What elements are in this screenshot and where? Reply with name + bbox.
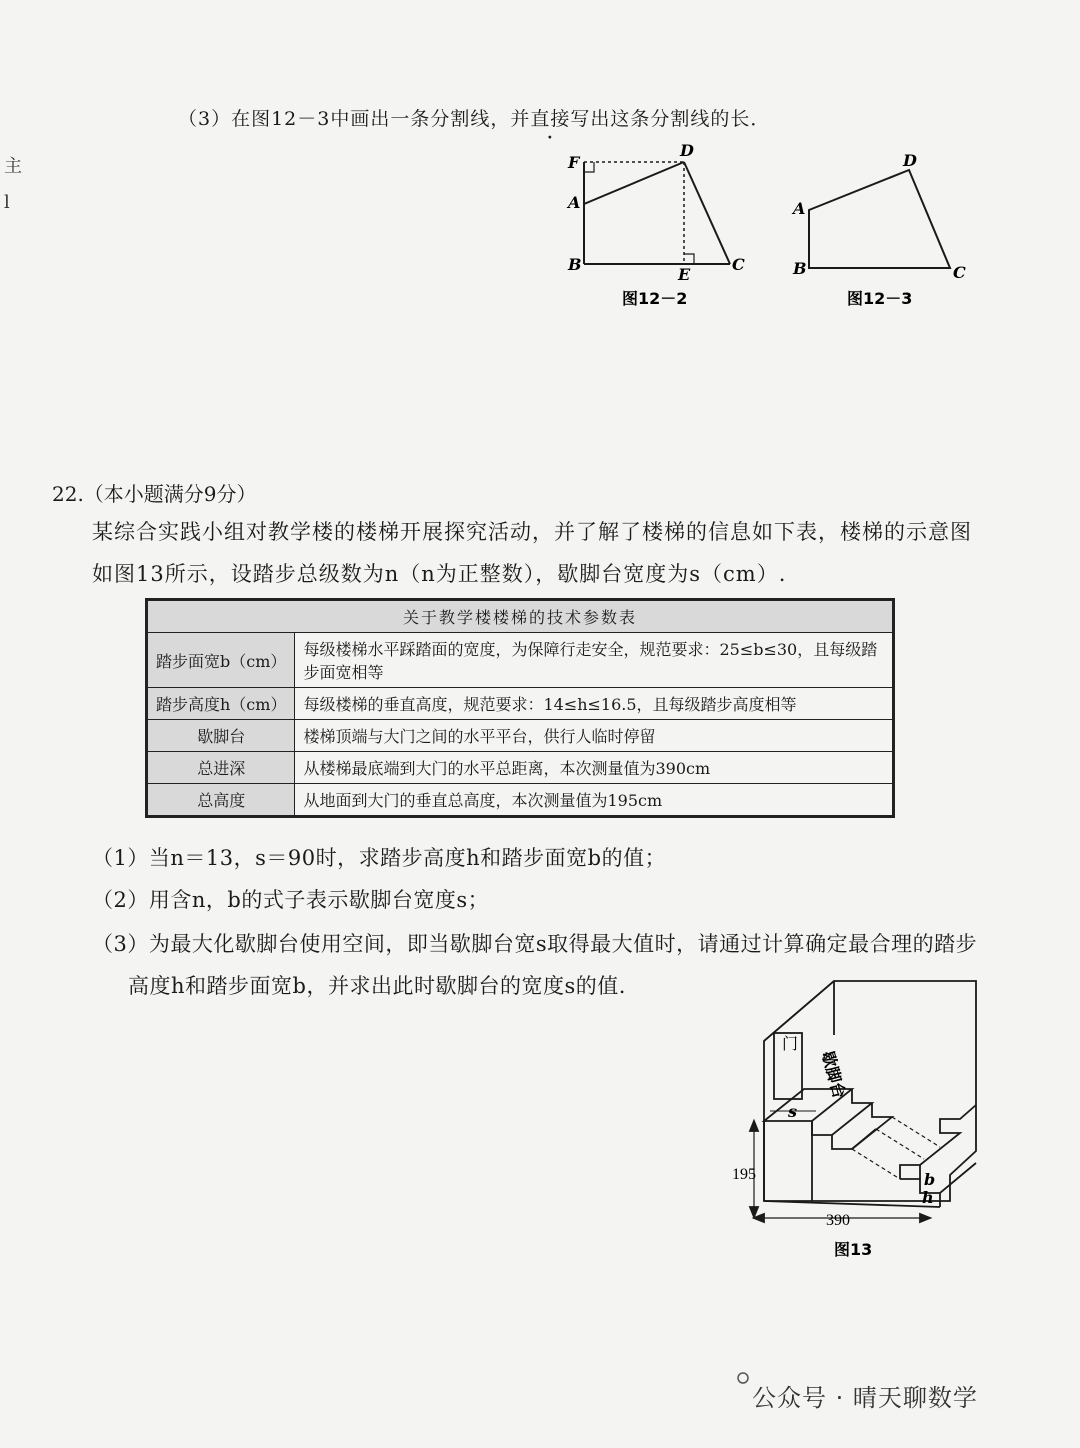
segment-DA — [584, 162, 684, 204]
figure-13 — [728, 975, 988, 1265]
row-value: 从楼梯最底端到大门的水平总距离，本次测量值为390cm — [295, 752, 894, 784]
row-key: 总高度 — [147, 784, 295, 817]
watermark: 公众号 · 晴天聊数学 — [752, 1384, 978, 1412]
table-title-row — [147, 600, 894, 633]
caption-13: 图13 — [834, 1240, 873, 1259]
label-E: E — [678, 265, 691, 284]
floor-line — [764, 1201, 940, 1207]
label-A: A — [793, 199, 806, 218]
part3-fig-ref: 12－3 — [271, 108, 331, 130]
wechat-icon — [736, 1371, 750, 1385]
table-row — [147, 720, 894, 752]
quadrilateral-ABCD — [809, 170, 950, 268]
edge-mark: l — [4, 192, 10, 213]
row-value: 每级楼梯水平踩踏面的宽度，为保障行走安全，规范要求：25≤b≤30，且每级踏步面宽相等 — [295, 633, 894, 688]
hidden-edge — [852, 1149, 900, 1179]
table-title: 关于教学楼楼梯的技术参数表 — [147, 600, 894, 633]
s-label: s — [788, 1102, 798, 1121]
sub-question-1: （1）当n＝13，s＝90时，求踏步高度h和踏步面宽b的值； — [92, 846, 667, 870]
part3-prefix: （3）在图 — [178, 108, 272, 130]
part3-instruction — [178, 104, 770, 131]
sub-question-3-line-2: 高度h和踏步面宽b，并求出此时歇脚台的宽度s的值. — [128, 974, 626, 998]
table-row — [147, 633, 894, 688]
h-label: h — [922, 1188, 934, 1207]
arrow-down — [750, 1207, 758, 1217]
arrow-up — [750, 1121, 758, 1131]
intro-line-1: 某综合实践小组对教学楼的楼梯开展探究活动，并了解了楼梯的信息如下表，楼梯的示意图 — [92, 520, 972, 544]
b-label: b — [924, 1170, 936, 1189]
arrow-right — [920, 1214, 930, 1222]
spec-table — [145, 598, 895, 818]
door-label: 门 — [782, 1034, 799, 1053]
label-A: A — [568, 193, 581, 212]
sub-question-3-line-1: （3）为最大化歇脚台使用空间，即当歇脚台宽s取得最大值时，请通过计算确定最合理的踏步 — [92, 932, 978, 956]
table-row — [147, 688, 894, 720]
height-value: 195 — [732, 1166, 756, 1183]
row-value: 楼梯顶端与大门之间的水平平台，供行人临时停留 — [295, 720, 894, 752]
label-C: C — [953, 263, 966, 282]
part3-mid: 中画出一条分割线，并 — [330, 108, 531, 130]
hidden-edge — [876, 1129, 924, 1159]
label-B: B — [568, 255, 582, 274]
table-row — [147, 784, 894, 817]
bottom-step-2 — [900, 1163, 976, 1193]
bottom-step — [900, 1105, 976, 1179]
platform-label: 歇脚台 — [818, 1049, 849, 1101]
part3-emphasis: 直接 — [530, 108, 571, 130]
part3-suffix: 写出这条分割线的长． — [570, 108, 771, 130]
question-header: 22.（本小题满分9分） — [52, 482, 257, 506]
sub-question-2: （2）用含n，b的式子表示歇脚台宽度s； — [92, 888, 490, 912]
label-D: D — [903, 151, 917, 170]
row-key: 总进深 — [147, 752, 295, 784]
figure-12-2 — [560, 140, 760, 315]
edge-mark: 主 — [4, 156, 22, 177]
right-angle-F — [584, 162, 594, 172]
row-value: 每级楼梯的垂直高度，规范要求：14≤h≤16.5，且每级踏步高度相等 — [295, 688, 894, 720]
table-row — [147, 752, 894, 784]
label-C: C — [732, 255, 745, 274]
row-value: 从地面到大门的垂直总高度，本次测量值为195cm — [295, 784, 894, 817]
label-B: B — [793, 259, 807, 278]
hidden-edge — [892, 1117, 940, 1147]
label-F: F — [568, 153, 580, 172]
caption-12-3: 图12－3 — [847, 289, 913, 308]
caption-12-2: 图12－2 — [622, 289, 688, 308]
row-key: 歇脚台 — [147, 720, 295, 752]
row-key: 踏步高度h（cm） — [147, 688, 295, 720]
figure-12-3 — [785, 140, 985, 315]
row-key: 踏步面宽b（cm） — [147, 633, 295, 688]
intro-line-2: 如图13所示，设踏步总级数为n（n为正整数），歇脚台宽度为s（cm）. — [92, 562, 787, 586]
right-angle-E — [684, 254, 694, 264]
depth-value: 390 — [826, 1212, 850, 1229]
top-step-edge — [852, 1129, 876, 1149]
label-D: D — [680, 141, 694, 160]
segment-CD — [684, 162, 730, 264]
wall-top-edge — [764, 981, 834, 1041]
